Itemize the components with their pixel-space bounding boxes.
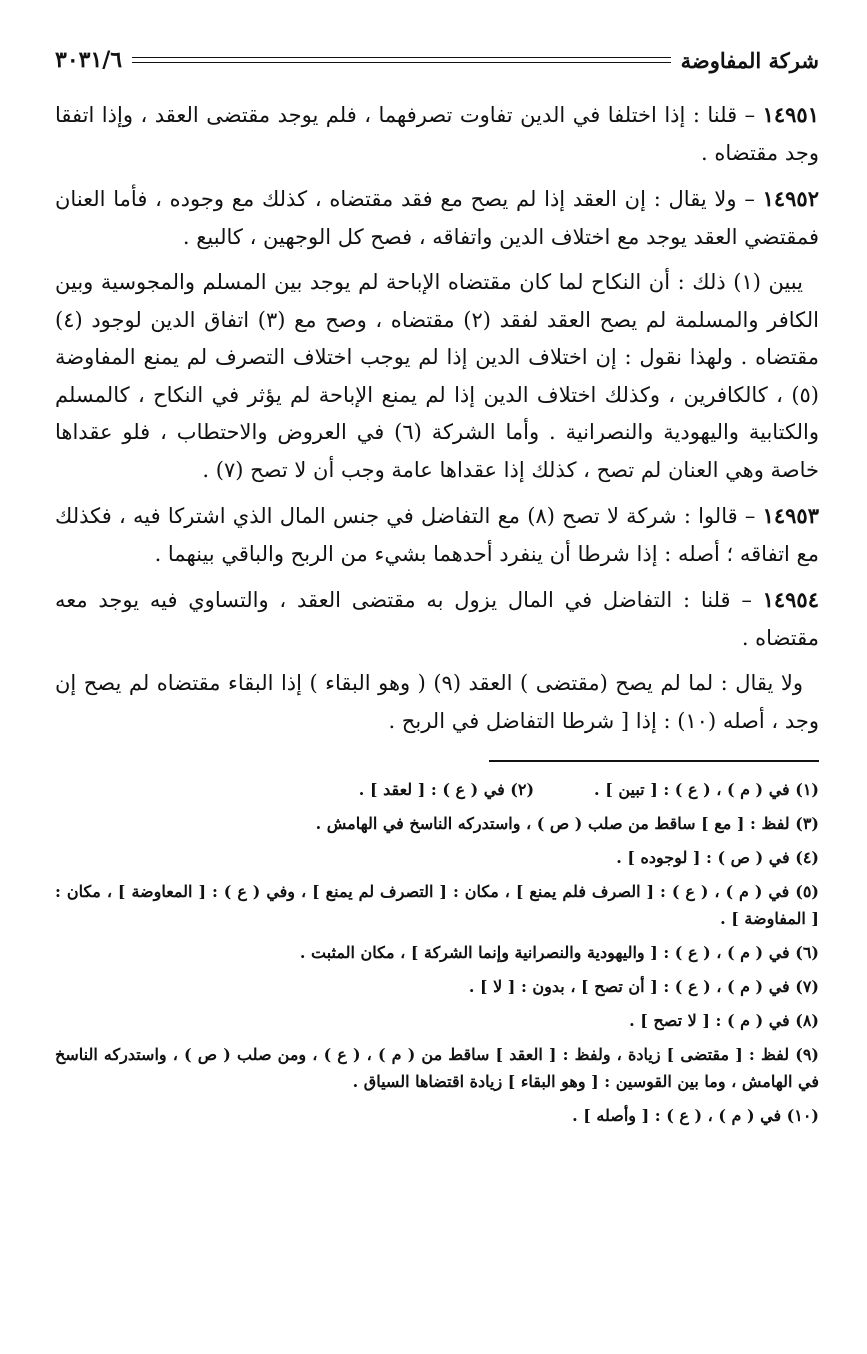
- footnote-5: (٥) في ( م ) ، ( ع ) : [ الصرف فلم يمنع ] ، مكان : [ التصرف لم يمنع ] ، وفي ( ع ) : [ المعاوضة ] ، مكان : [ المفاوضة ] .: [55, 882, 819, 928]
- footnote-2: (٢) في ( ع ) : [ لعقد ] .: [358, 780, 535, 799]
- paragraph-number: ١٤٩٥٢: [762, 186, 819, 211]
- paragraph-objection: [55, 665, 819, 740]
- paragraph-text: ولا يقال : لما لم يصح (مقتضى ) العقد (٩) ( وهو البقاء ) إذا البقاء مقتضاه لم يصح إن وجد ، أصله (١٠) : إذا [ شرطا التفاضل في الربح .: [55, 671, 819, 733]
- paragraph-text: – قلنا : إذا اختلفا في الدين تفاوت تصرفهما ، فلم يوجد مقتضى العقد ، وإذا اتفقا وجد مقتضاه .: [55, 103, 819, 165]
- paragraph-14954: [55, 581, 819, 657]
- paragraph-number: ١٤٩٥١: [762, 102, 819, 127]
- paragraph-14951: [55, 96, 819, 172]
- paragraph-text: – ولا يقال : إن العقد إذا لم يصح مع فقد مقتضاه ، كذلك مع وجوده ، فأما العنان فمقتضي العقد يوجد مع اختلاف الدين واتفاقه ، فصح كل الوجهين ، كالبيع .: [55, 187, 819, 249]
- paragraph-text: – قلنا : التفاضل في المال يزول به مقتضى العقد ، والتساوي فيه يوجد معه مقتضاه .: [55, 588, 819, 650]
- paragraph-number: ١٤٩٥٤: [762, 587, 819, 612]
- main-text: [55, 96, 819, 740]
- paragraph-14952: [55, 180, 819, 256]
- footnote-7: (٧) في ( م ) ، ( ع ) : [ أن تصح ] ، بدون : [ لا ] .: [468, 977, 819, 996]
- running-header: [55, 38, 819, 82]
- header-title: شركة المفاوضة: [680, 47, 819, 73]
- footnote-separator: [489, 760, 819, 762]
- footnotes: [55, 776, 819, 1129]
- footnote-4: (٤) في ( ص ) : [ لوجوده ] .: [616, 848, 819, 867]
- paragraph-number: ١٤٩٥٣: [762, 503, 819, 528]
- paragraph-text: – قالوا : شركة لا تصح (٨) مع التفاضل في جنس المال الذي اشتركا فيه ، فكذلك مع اتفاقه ؛ أصله : إذا شرطا أن ينفرد أحدهما بشيء من الربح والباقي بينهما .: [55, 504, 819, 566]
- paragraph-14953: [55, 497, 819, 573]
- footnote-10: (١٠) في ( م ) ، ( ع ) : [ وأصله ] .: [572, 1106, 819, 1125]
- footnote-9: (٩) لفظ : [ مقتضى ] زيادة ، ولفظ : [ العقد ] ساقط من ( م ) ، ( ع ) ، ومن صلب ( ص ) ، واستدركه الناسخ في الهامش ، وما بين القوسين : [ وهو البقاء ] زيادة اقتضاها السياق .: [55, 1045, 819, 1091]
- footnote-row-1-2: [55, 776, 819, 803]
- header-double-rule: [132, 57, 670, 63]
- footnote-6: (٦) في ( م ) ، ( ع ) : [ واليهودية والنصرانية وإنما الشركة ] ، مكان المثبت .: [299, 943, 819, 962]
- footnote-8: (٨) في ( م ) : [ لا تصح ] .: [629, 1011, 819, 1030]
- paragraph-text: يبين (١) ذلك : أن النكاح لما كان مقتضاه الإباحة لم يوجد بين المسلم والمجوسية وبين الكافر والمسلمة لم يصح العقد لفقد (٢) مقتضاه ، وصح مع (٣) اتفاق الدين لوجود (٤) مقتضاه . ولهذا نقول : إن اختلاف الدين إذا لم يوجب اختلاف التصرف لم يمنع المفاوضة (٥) ، كالكافرين ، وكذلك اختلاف الدين إذا لم يمنع الإباحة لم يؤثر في النكاح ، كالمسلم والكتابية واليهودية والنصرانية . وأما الشركة (٦) في العروض والاحتطاب ، فلو عقداها خاصة وهي العنان لم تصح ، كذلك إذا عقداها عامة وجب أن لا تصح (٧) .: [55, 270, 819, 482]
- footnote-1: (١) في ( م ) ، ( ع ) : [ تبين ] .: [594, 780, 819, 799]
- footnote-3: (٣) لفظ : [ مع ] ساقط من صلب ( ص ) ، واستدركه الناسخ في الهامش .: [315, 814, 819, 833]
- paragraph-explanation: [55, 264, 819, 489]
- page-reference: ٣٠٣١/٦: [55, 47, 123, 73]
